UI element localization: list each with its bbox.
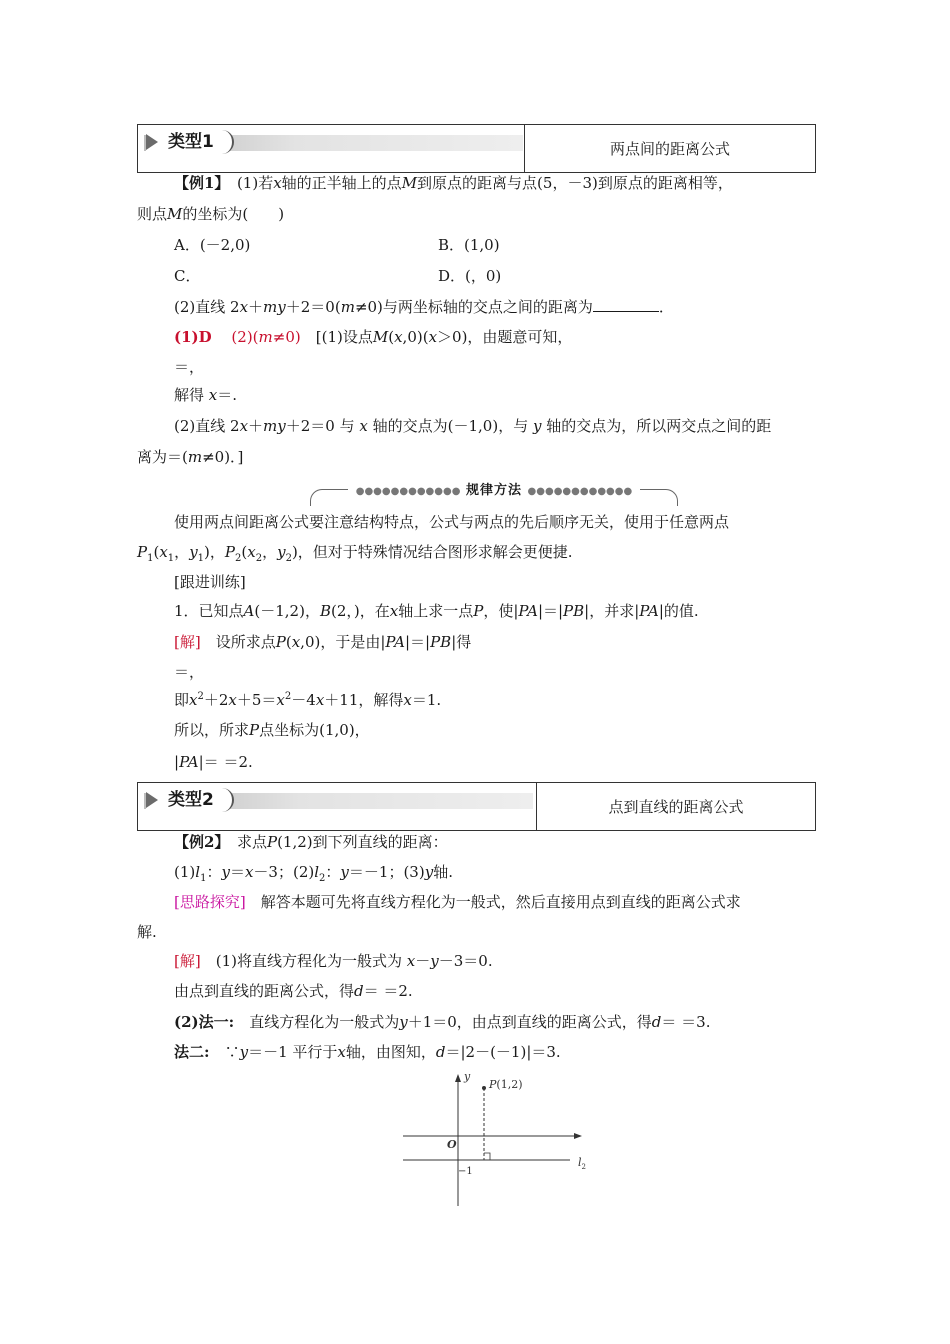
practice-solution-3: 即$x^2+2x+5=x^2-4x+11$，解得x＝1. [174,691,442,709]
triangle-icon [146,134,158,150]
point-p-label: P(1,2) [489,1078,523,1091]
section-tag: 类型1 [146,130,234,154]
section-header-1 [137,124,816,173]
answer-blank [593,297,659,312]
example1-sol2: (2)直线 2x＋my＋2＝0 与 x 轴的交点为(－1,0)，与 y 轴的交点为，所以两交点之间的距 [174,417,772,435]
example2-hint-cont: 解. [137,923,157,941]
option-d: D．(，0) [438,267,502,285]
dots-decoration: ●●●●●●●●●●●● [355,486,461,497]
practice-solution-2: ＝， [174,663,205,681]
practice-label: [跟进训练] [174,573,246,591]
coordinate-diagram [400,1068,600,1210]
example1-question-cont: 则点M的坐标为( ) [137,205,285,223]
method-text-2: $P_1(x_1$，$y_1$)，$P_2(x_2$，$y_2$)，但对于特殊情况结合图形求解会更便捷. [137,543,573,564]
example2-hint: [思路探究] 解答本题可先将直线方程化为一般式，然后直接用点到直线的距离公式求 [174,893,741,911]
minus-one-label: −1 [458,1166,473,1177]
right-angle-mark [484,1153,490,1160]
example1-question2: (2)直线 2x＋my＋2＝0(m≠0)与两坐标轴的交点之间的距离为 ． [174,298,674,316]
example2-question: 【例2】 求点P(1,2)到下列直线的距离： [174,833,448,851]
example1-solve: 解得 x＝. [174,386,238,404]
method-banner [310,483,678,505]
x-axis-arrow [574,1133,582,1139]
y-axis-label: y [464,1070,471,1083]
coordinate-figure [400,1068,600,1214]
example1-answer: (1)D (2)(m≠0) [(1)设点M(x,0)(x＞0)，由题意可知， [174,328,573,346]
example2-solution-3: (2)法一: 直线方程化为一般式为y＋1＝0，由点到直线的距离公式，得d＝ ＝3. [174,1013,711,1031]
point-p [482,1086,486,1090]
triangle-icon [146,792,158,808]
example2-lines: $(1)l_1$：y＝x－3；$(2)l_2$：y＝－1；(3)y轴. [174,863,453,884]
option-a: A．(－2,0) [174,236,251,254]
example2-solution-4: 法二: ∵y＝－1 平行于x轴，由图知，d＝|2－(－1)|＝3. [174,1043,561,1061]
example2-solution-2: 由点到直线的距离公式，得d＝ ＝2. [174,982,413,1000]
example2-solution-1: [解] (1)将直线方程化为一般式为 x－y－3＝0. [174,952,493,970]
practice-solution-5: |PA|＝ ＝2. [174,753,253,771]
option-c: C． [174,267,201,285]
example1-eq: ＝， [174,358,205,376]
dots-decoration: ●●●●●●●●●●●● [527,486,633,497]
example1-sol2-cont: 离为＝(m≠0)．] [137,448,244,466]
practice-solution-1: [解] 设所求点P(x,0)，于是由|PA|＝|PB|得 [174,633,472,651]
origin-label: O [447,1138,457,1151]
practice-question: 1．已知点A(－1,2)，B(2，)，在x轴上求一点P，使|PA|＝|PB|，并求|PA|的值. [174,602,699,620]
section-title: 两点间的距离公式 [524,125,815,172]
section-header-2 [137,782,816,831]
option-b: B．(1,0) [438,236,500,254]
y-axis-arrow [455,1074,461,1082]
section-title: 点到直线的距离公式 [536,783,815,830]
l2-label: $l_2$ [578,1156,586,1171]
example1-question: 【例1】 (1)若x轴的正半轴上的点M到原点的距离与点(5，－3)到原点的距离相等， [174,174,733,192]
method-text-1: 使用两点间距离公式要注意结构特点，公式与两点的先后顺序无关，使用于任意两点 [174,513,730,531]
practice-solution-4: 所以，所求P点坐标为(1,0)， [174,721,370,739]
section-tag: 类型2 [146,788,234,812]
method-title: 规律方法 [465,483,522,498]
